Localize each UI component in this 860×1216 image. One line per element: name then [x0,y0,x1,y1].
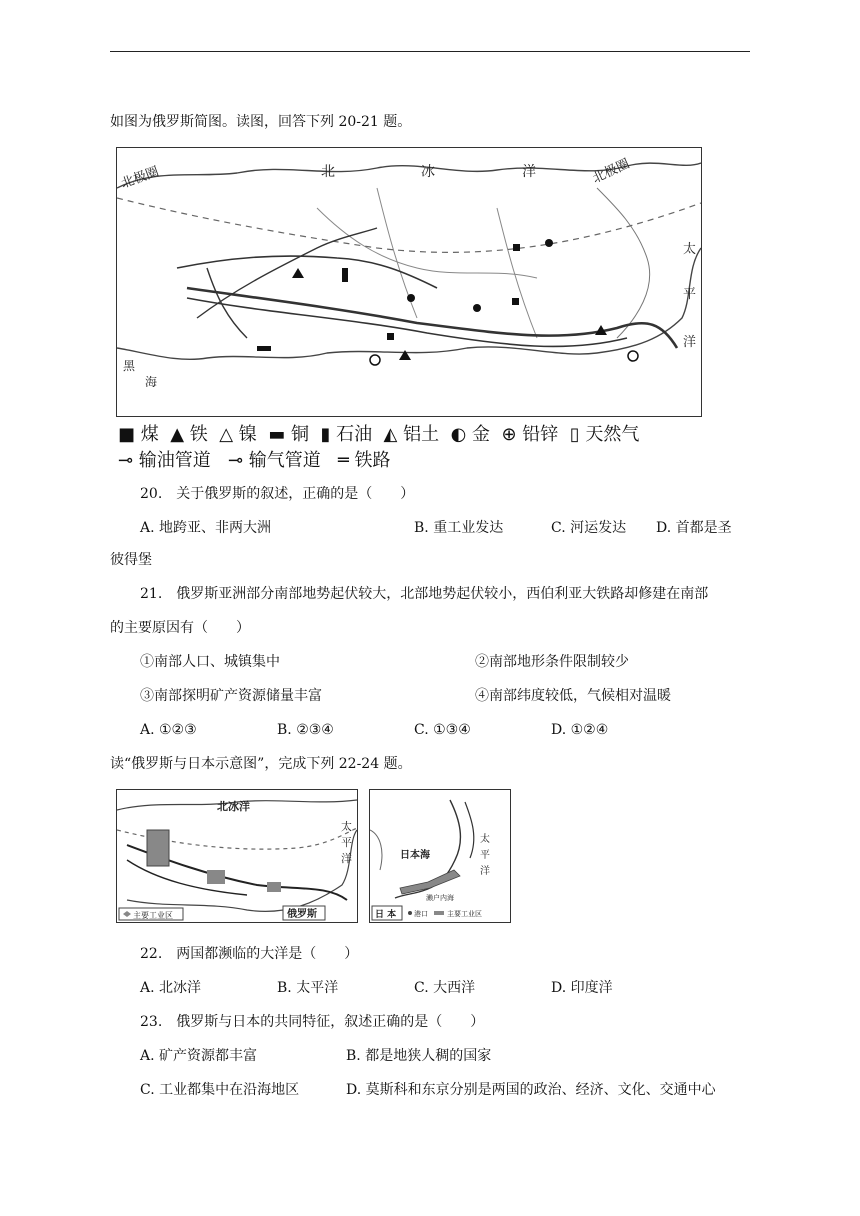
legend-gas: ▯ 天然气 [569,424,640,445]
legend-gold: ◐ 金 [450,424,490,445]
q23-option-d: D. 莫斯科和东京分别是两国的政治、经济、文化、交通中心 [346,1082,716,1098]
q21-statement-2: ②南部地形条件限制较少 [475,654,629,670]
arctic-circle-label-left: 北极圈 [119,164,162,192]
pacific-label-3: 洋 [341,852,352,865]
q20-option-d-continued: 彼得堡 [110,552,152,568]
q20-option-d: D. 首都是圣 [656,520,732,536]
legend-iron: ▲ 铁 [170,424,208,445]
black-sea-label-2: 海 [145,375,158,389]
pacific-label-2: 平 [683,287,697,302]
map1-legend-row2 [118,446,391,472]
q22-option-c: C. 大西洋 [414,980,476,996]
q21-option-a: A. ①②③ [140,722,197,738]
q21-stem-line1: 21. 俄罗斯亚洲部分南部地势起伏较大，北部地势起伏较小，西伯利亚大铁路却修建在南部 [140,586,709,602]
arctic-ocean-label: 北冰洋 [217,800,250,813]
map3-legend-industry: 主要工业区 [447,910,482,918]
map2-legend-industry: 主要工业区 [133,911,173,920]
legend-gas-pipeline: ⊸ 输气管道 [227,450,321,471]
pacific-label-3: 洋 [480,866,490,877]
russia-industry-drawing [117,790,357,922]
q21-stem-line2: 的主要原因有（ ） [110,620,250,636]
q20-option-a: A. 地跨亚、非两大洲 [140,520,272,536]
pacific-label-1: 太 [341,820,352,833]
arctic-ocean-label-3: 洋 [522,164,536,180]
japan-map-drawing [370,790,510,922]
black-sea-label-1: 黑 [123,359,136,373]
legend-lead-zinc: ⊕ 铅锌 [501,424,559,445]
pacific-label-2: 平 [480,850,490,861]
pacific-label-1: 太 [683,242,697,257]
legend-railway: ═ 铁路 [337,450,391,471]
map3-legend-port: 港口 [414,910,428,918]
q22-option-a: A. 北冰洋 [140,980,202,996]
japan-map [369,789,511,923]
pacific-label-2: 平 [341,836,352,849]
russia-industry-map [116,789,358,923]
russia-map-drawing [117,148,701,416]
q21-statement-4: ④南部纬度较低，气候相对温暖 [475,688,671,704]
arctic-ocean-label-2: 冰 [421,164,435,180]
q22-option-d: D. 印度洋 [551,980,613,996]
q21-option-b: B. ②③④ [277,722,334,738]
legend-bauxite: ◭ 铝土 [383,424,440,445]
q21-option-d: D. ①②④ [551,722,609,738]
sea-of-japan-label: 日本海 [400,850,430,861]
intro-20-21: 如图为俄罗斯简图。读图，回答下列 20-21 题。 [110,114,412,130]
q21-statement-3: ③南部探明矿产资源储量丰富 [140,688,322,704]
q23-option-c: C. 工业都集中在沿海地区 [140,1082,300,1098]
header-rule [110,51,750,52]
pacific-label-3: 洋 [683,335,697,350]
q22-option-b: B. 太平洋 [277,980,339,996]
q21-option-c: C. ①③④ [414,722,471,738]
q20-option-b: B. 重工业发达 [414,520,504,536]
pacific-label-1: 太 [480,834,490,845]
japan-label: 日 本 [375,910,397,920]
q20-option-c: C. 河运发达 [551,520,627,536]
arctic-circle-label-right: 北极圈 [590,156,633,187]
q20-stem: 20. 关于俄罗斯的叙述，正确的是（ ） [140,486,415,502]
legend-oil-pipeline: ⊸ 输油管道 [118,450,211,471]
legend-oil: ▮ 石油 [320,424,373,445]
q23-stem: 23. 俄罗斯与日本的共同特征，叙述正确的是（ ） [140,1014,485,1030]
russia-resource-map [116,147,702,417]
legend-nickel: △ 镍 [219,424,257,445]
legend-copper: ▬ 铜 [268,424,309,445]
russia-label: 俄罗斯 [287,909,317,920]
legend-coal: ■ 煤 [118,424,159,445]
q22-stem: 22. 两国都濒临的大洋是（ ） [140,946,359,962]
arctic-ocean-label-1: 北 [321,164,335,180]
intro-22-24: 读“俄罗斯与日本示意图”，完成下列 22-24 题。 [110,756,412,772]
seto-inland-sea-label: 濑户内海 [426,894,454,902]
q23-option-b: B. 都是地狭人稠的国家 [346,1048,492,1064]
map1-legend-row1 [118,420,639,446]
q21-statement-1: ①南部人口、城镇集中 [140,654,280,670]
q23-option-a: A. 矿产资源都丰富 [140,1048,258,1064]
